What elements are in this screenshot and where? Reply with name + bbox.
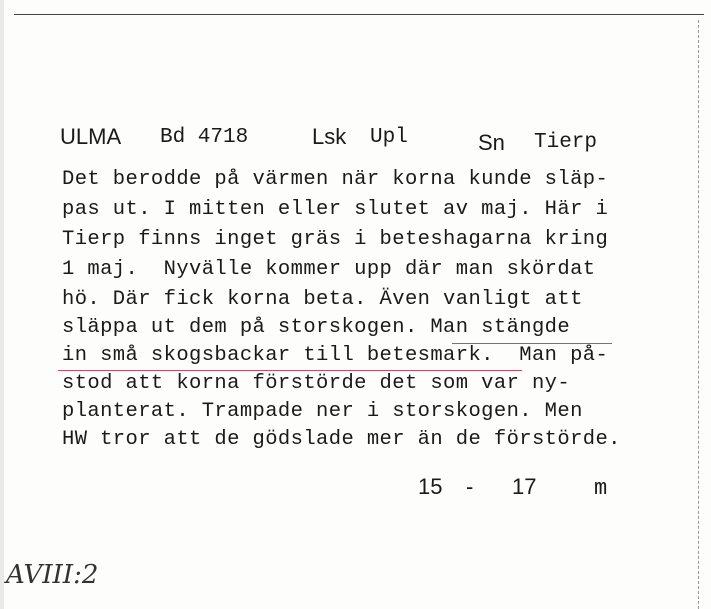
page-range-end: 17 [512, 474, 537, 499]
body-line-1: Det berodde på värmen när korna kunde släp- [62, 168, 609, 191]
page-range-unit: m [594, 476, 608, 501]
page-range-dash: - [466, 474, 474, 499]
header-sn: Sn [478, 130, 505, 155]
header-tierp: Tierp [534, 131, 598, 154]
underline-man-stangde [452, 343, 612, 344]
header-ulma: ULMA [60, 124, 122, 149]
body-line-6: släppa ut dem på storskogen. Man stängde [62, 316, 571, 339]
body-line-5: hö. Där fick korna beta. Även vanligt att [62, 288, 583, 311]
card-right-edge [698, 20, 699, 609]
body-line-8: stod att korna förstörde det som var ny- [62, 372, 571, 395]
body-line-3: Tierp finns inget gräs i beteshagarna kring [62, 228, 609, 251]
body-line-7: in små skogsbackar till betesmark. Man på- [62, 344, 609, 367]
body-line-10: HW tror att de gödslade mer än de förstörde. [62, 428, 621, 451]
card-left-edge [0, 0, 4, 609]
body-line-4: 1 maj. Nyvälle kommer upp där man skördat [62, 258, 596, 281]
header-bd-number: Bd 4718 [160, 126, 249, 149]
header-upl: Upl [370, 126, 408, 149]
body-line-9: planterat. Trampade ner i storskogen. Men [62, 400, 583, 423]
page-range-start: 15 [418, 474, 443, 499]
body-line-2: pas ut. I mitten eller slutet av maj. Här i [62, 198, 609, 221]
underline-skogsbackar [58, 370, 522, 371]
header-lsk: Lsk [312, 124, 347, 149]
card-top-border [14, 14, 704, 15]
handwritten-signature: AVIII:2 [6, 560, 99, 590]
